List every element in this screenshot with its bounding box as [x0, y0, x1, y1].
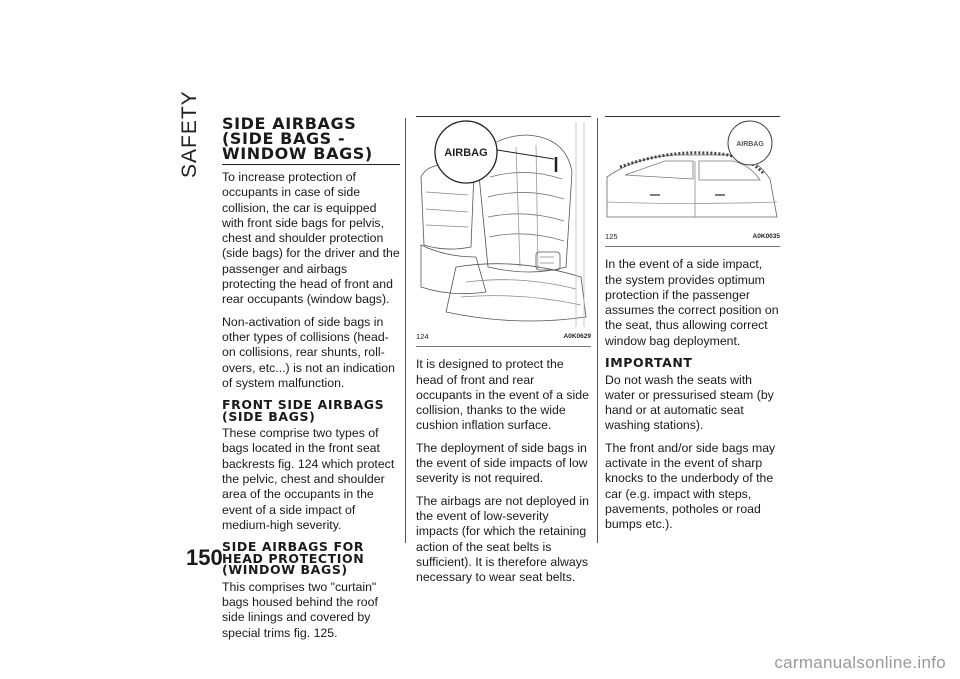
figure-number: 125	[605, 232, 618, 241]
figure-number: 124	[416, 332, 429, 341]
figure-code: A0K0629	[563, 333, 591, 340]
airbag-label: AIRBAG	[444, 147, 488, 159]
paragraph: It is designed to protect the head of front and rear occupants in the event of a side collision, thanks to the wide cushion inflation surface.	[416, 357, 589, 433]
paragraph: In the event of a side impact, the system provides optimum protection if the passenger assumes the correct position on the seat, thus allowing correct window bag deployment.	[605, 257, 779, 348]
subheading-window-bags: SIDE AIRBAGS FOR HEAD PROTECTION (WINDOW BAGS)	[222, 539, 365, 578]
figure-bottom-rule	[605, 246, 780, 247]
section-heading: SIDE AIRBAGS (SIDE BAGS - WINDOW BAGS)	[222, 116, 400, 165]
page-number: 150	[186, 545, 223, 570]
column-1	[222, 116, 400, 648]
column-3	[605, 116, 780, 540]
paragraph: The deployment of side bags in the event of side impacts of low severity is not required.	[416, 440, 588, 486]
window-bag-illustration	[605, 117, 780, 227]
column-divider-left	[405, 118, 406, 543]
paragraph: The front and/or side bags may activate in the event of sharp knocks to the underbody of the car (e.g. impact with steps, pavements, potholes or road bumps etc.).	[605, 440, 776, 532]
paragraph: The airbags are not deployed in the event of low-severity impacts (for which the retaining action of the seat belts is sufficient). It is therefore always necessary to wear seat belts.	[416, 493, 589, 585]
paragraph: To increase protection of occupants in case of side collision, the car is equipped with front side bags for pelvis, chest and shoulder protection (side bags) for the driver and the passenger and airbags protecting the head of front and rear occupants (window bags).	[222, 170, 400, 307]
paragraph: Non-activation of side bags in other types of collisions (head-on collisions, rear shunts, roll-overs, etc...) is not an indication of system malfunction.	[222, 314, 395, 390]
watermark: carmanualsonline.info	[774, 653, 946, 672]
figure-124	[416, 116, 591, 347]
subheading-front-side-airbags: FRONT SIDE AIRBAGS (SIDE BAGS)	[222, 397, 385, 424]
figure-caption	[416, 329, 591, 344]
column-divider-right	[597, 118, 598, 543]
paragraph: This comprises two "curtain" bags housed behind the roof side linings and covered by special trims fig. 125.	[222, 579, 378, 640]
figure-bottom-rule	[416, 346, 591, 347]
important-heading: IMPORTANT	[605, 355, 693, 371]
airbag-label: AIRBAG	[736, 141, 764, 148]
paragraph: Do not wash the seats with water or pressurised steam (by hand or at automatic seat washing stations).	[605, 372, 774, 433]
seat-airbag-illustration	[416, 117, 591, 327]
figure-125	[605, 116, 780, 247]
column-2	[416, 116, 591, 592]
figure-code: A0K0035	[752, 233, 780, 240]
section-tab: SAFETY	[178, 90, 201, 178]
figure-caption	[605, 229, 780, 244]
paragraph: These comprise two types of bags located in the front seat backrests fig. 124 which protect the pelvic, chest and shoulder area of the occupants in the event of a side impact of medium-high severity.	[222, 426, 395, 532]
